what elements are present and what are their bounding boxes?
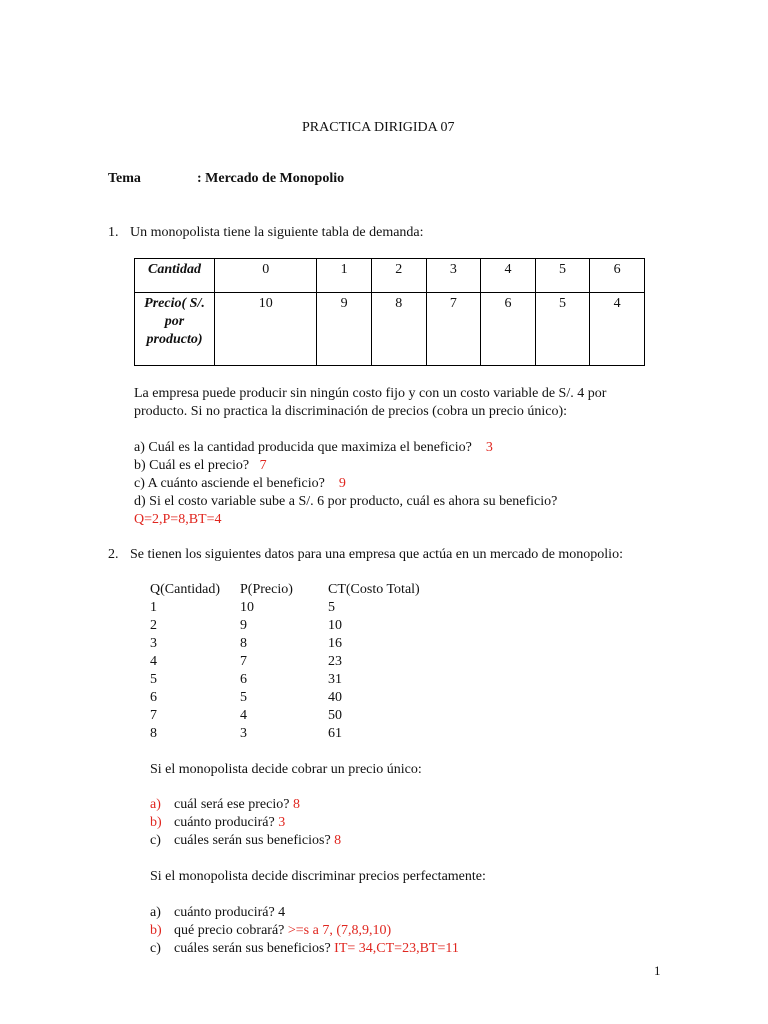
q2-cell: 31 [328,672,342,687]
q2-cell: 2 [150,618,157,633]
q2-perfect-intro: Si el monopolista decide discriminar precios perfectamente: [150,869,486,884]
q1-question-b [134,457,267,475]
q2-cell: 6 [240,672,247,687]
q2-cell: 61 [328,726,342,741]
q1-question-d: d) Si el costo variable sube a S/. 6 por producto, cuál es ahora su beneficio? [134,494,558,509]
answer-text: 9 [338,476,346,491]
table-cell: 6 [590,259,645,293]
answer-text: 7 [259,458,267,473]
precio-header [135,293,215,366]
page-number: 1 [654,963,661,978]
answer-text: 8 [292,797,300,812]
table-cell: 5 [535,259,590,293]
answer-text: >=s a 7, (7,8,9,10) [287,923,392,938]
q2-cell: 10 [240,600,254,615]
answer-text: 8 [334,833,342,848]
table-row-cantidad [135,259,645,293]
table-row-precio [135,293,645,366]
question-text: cuánto producirá? [174,815,275,830]
q1-intro: Un monopolista tiene la siguiente tabla de demanda: [130,225,424,240]
q2-cell: 5 [150,672,157,687]
item-label: c) [150,941,161,956]
q2-cell: 3 [240,726,247,741]
precio-header-line: Precio( S/. [144,296,205,311]
q2-header-ct: CT(Costo Total) [328,582,420,597]
table-cell: 9 [317,293,372,366]
item-label: a) [150,905,161,920]
q2-sp-item-b [150,814,285,832]
table-cell: 4 [481,259,536,293]
q2-sp-item-c [150,832,341,850]
precio-header-line: producto) [146,332,203,347]
q2-cell: 9 [240,618,247,633]
question-text: cuánto producirá? 4 [174,905,286,920]
q2-cell: 5 [240,690,247,705]
table-cell: 2 [371,259,426,293]
q2-cell: 1 [150,600,157,615]
question-text: cuál será ese precio? [174,797,290,812]
table-cell: 0 [215,259,317,293]
q2-cell: 23 [328,654,342,669]
table-cell: 4 [590,293,645,366]
question-text: a) Cuál es la cantidad producida que maximiza el beneficio? [134,440,472,455]
q2-cell: 16 [328,636,342,651]
q2-pd-item-a [150,904,285,922]
question-text: c) A cuánto asciende el beneficio? [134,476,325,491]
demand-table [134,258,645,366]
table-cell: 5 [535,293,590,366]
q2-cell: 10 [328,618,342,633]
q2-cell: 6 [150,690,157,705]
table-cell: 6 [481,293,536,366]
item-label: c) [150,833,161,848]
q2-pd-item-b [150,922,391,940]
question-text: cuáles serán sus beneficios? [174,833,331,848]
q2-cell: 4 [240,708,247,723]
q2-header-q: Q(Cantidad) [150,582,220,597]
q1-number: 1. [108,225,119,240]
precio-header-line: por [164,314,185,329]
question-text: qué precio cobrará? [174,923,285,938]
tema-value: : Mercado de Monopolio [197,171,345,186]
q1-question-c [134,475,346,493]
answer-text: 3 [485,440,493,455]
q2-cell: 8 [150,726,157,741]
q2-cell: 5 [328,600,335,615]
q2-cell: 50 [328,708,342,723]
table-cell: 8 [371,293,426,366]
q2-single-price-intro: Si el monopolista decide cobrar un precio único: [150,762,422,777]
q1-answer-d: Q=2,P=8,BT=4 [134,512,222,527]
q2-sp-item-a [150,796,300,814]
question-text: b) Cuál es el precio? [134,458,250,473]
q2-cell: 7 [240,654,247,669]
q2-cell: 8 [240,636,247,651]
cantidad-header: Cantidad [135,259,215,293]
page-title: PRACTICA DIRIGIDA 07 [302,120,455,135]
q2-cell: 7 [150,708,157,723]
q1-question-a [134,439,493,457]
item-label: a) [150,797,161,812]
answer-text: 3 [278,815,286,830]
q2-pd-item-c [150,940,459,958]
answer-text: IT= 34,CT=23,BT=11 [334,941,459,956]
item-label: b) [150,923,162,938]
tema-label: Tema [108,171,141,186]
q2-cell: 40 [328,690,342,705]
table-cell: 3 [426,259,481,293]
question-text: cuáles serán sus beneficios? [174,941,331,956]
table-cell: 1 [317,259,372,293]
q2-cell: 4 [150,654,157,669]
q2-number: 2. [108,547,119,562]
q1-paragraph-line: producto. Si no practica la discriminación de precios (cobra un precio único): [134,404,568,419]
q2-intro: Se tienen los siguientes datos para una empresa que actúa en un mercado de monopolio: [130,547,623,562]
q2-header-p: P(Precio) [240,582,293,597]
item-label: b) [150,815,162,830]
q2-cell: 3 [150,636,157,651]
table-cell: 10 [215,293,317,366]
q1-paragraph-line: La empresa puede producir sin ningún costo fijo y con un costo variable de S/. 4 por [134,386,607,401]
table-cell: 7 [426,293,481,366]
